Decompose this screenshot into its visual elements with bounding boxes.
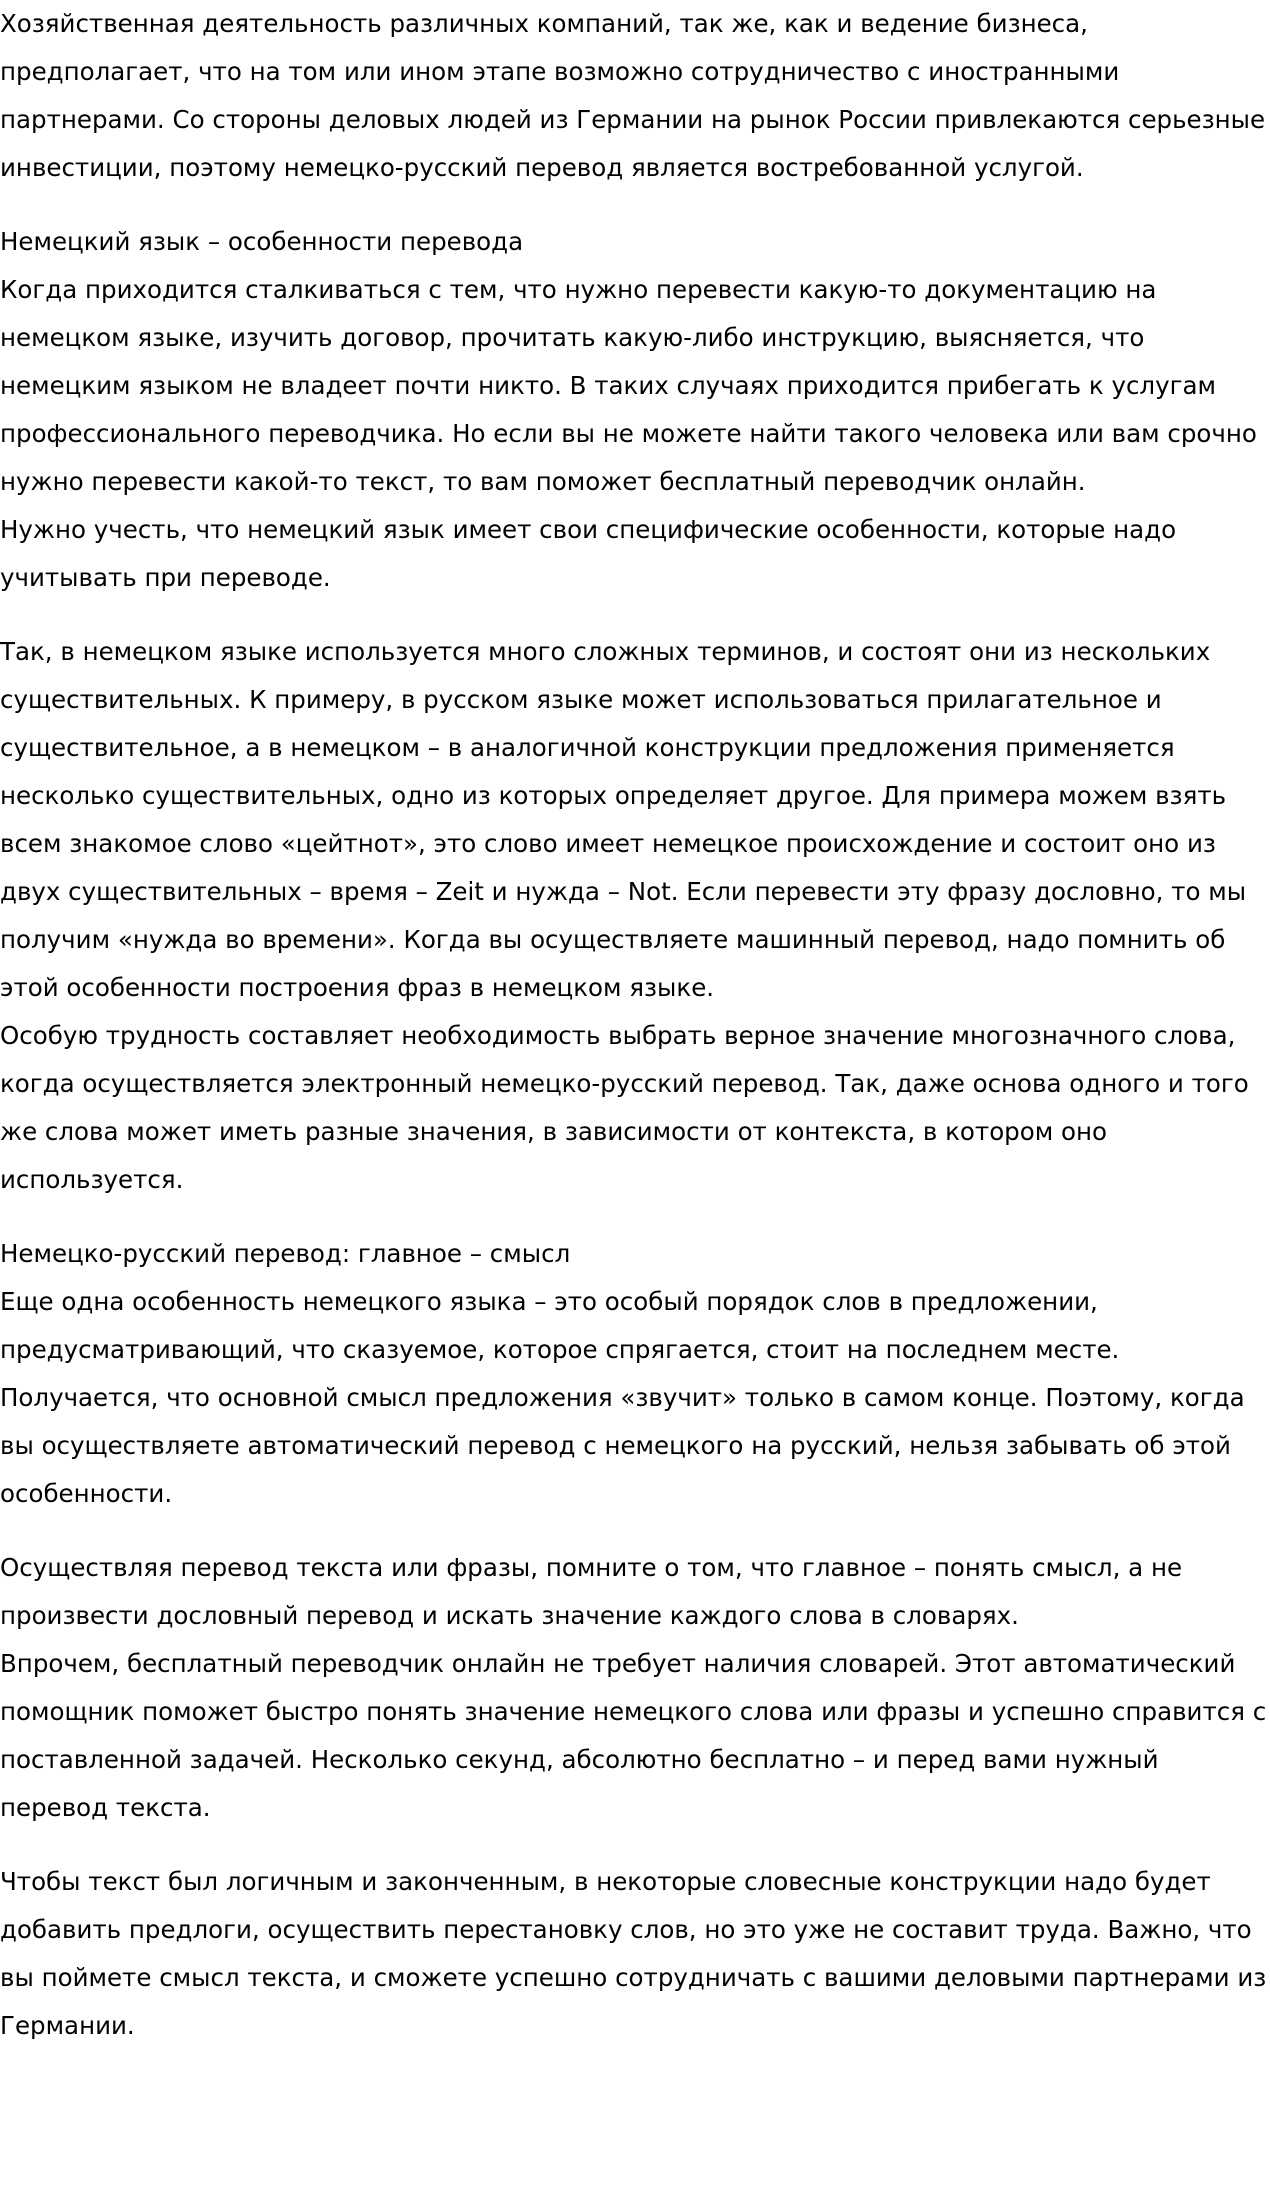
- paragraph-understand-meaning: Осуществляя перевод текста или фразы, помните о том, что главное – понять смысл, а не произвести дословный перевод и искать значение каждого слова в словарях.: [0, 1553, 1183, 1630]
- intro-paragraph: Хозяйственная деятельность различных компаний, так же, как и ведение бизнеса, предполагает, что на том или ином этапе возможно сотрудничество с иностранными партнерами. Со стороны деловых людей из Германии на рынок России привлекаются серьезные инвестиции, поэтому немецко-русский перевод является востребованной услугой.: [0, 9, 1266, 182]
- paragraph-conclusion: Чтобы текст был логичным и законченным, в некоторые словесные конструкции надо будет добавить предлоги, осуществить перестановку слов, но это уже не составит труда. Важно, что вы поймете смысл текста, и сможете успешно сотрудничать с вашими деловыми партнерами из Германии.: [0, 1867, 1267, 2040]
- paragraph-documentation: Когда приходится сталкиваться с тем, что нужно перевести какую-то документацию на немецком языке, изучить договор, прочитать какую-либо инструкцию, выясняется, что немецким языком не владеет почти никто. В таких случаях приходится прибегать к услугам профессионального переводчика. Но если вы не можете найти такого человека или вам срочно нужно перевести какой-то текст, то вам поможет бесплатный переводчик онлайн.: [0, 275, 1257, 496]
- paragraph-word-order: Еще одна особенность немецкого языка – это особый порядок слов в предложении, предусматривающий, что сказуемое, которое спрягается, стоит на последнем месте. Получается, что основной смысл предложения «звучит» только в самом конце. Поэтому, когда вы осуществляете автоматический перевод с немецкого на русский, нельзя забывать об этой особенности.: [0, 1287, 1245, 1508]
- section-heading-german-translation-features: Немецкий язык – особенности перевода: [0, 227, 524, 256]
- paragraph-specific-features: Нужно учесть, что немецкий язык имеет свои специфические особенности, которые надо учитывать при переводе.: [0, 515, 1177, 592]
- paragraph-polysemy: Особую трудность составляет необходимость выбрать верное значение многозначного слова, когда осуществляется электронный немецко-русский перевод. Так, даже основа одного и того же слова может иметь разные значения, в зависимости от контекста, в котором оно используется.: [0, 1021, 1249, 1194]
- paragraph-free-translator: Впрочем, бесплатный переводчик онлайн не требует наличия словарей. Этот автоматический помощник поможет быстро понять значение немецкого слова или фразы и успешно справится с поставленной задачей. Несколько секунд, абсолютно бесплатно – и перед вами нужный перевод текста.: [0, 1649, 1267, 1822]
- section-heading-meaning-first: Немецко-русский перевод: главное – смысл: [0, 1239, 571, 1268]
- paragraph-compound-terms: Так, в немецком языке используется много сложных терминов, и состоят они из нескольких существительных. К примеру, в русском языке может использоваться прилагательное и существительное, а в немецком – в аналогичной конструкции предложения применяется несколько существительных, одно из которых определяет другое. Для примера можем взять всем знакомое слово «цейтнот», это слово имеет немецкое происхождение и состоит оно из двух существительных – время – Zeit и нужда – Not. Если перевести эту фразу дословно, то мы получим «нужда во времени». Когда вы осуществляете машинный перевод, надо помнить об этой особенности построения фраз в немецком языке.: [0, 637, 1247, 1002]
